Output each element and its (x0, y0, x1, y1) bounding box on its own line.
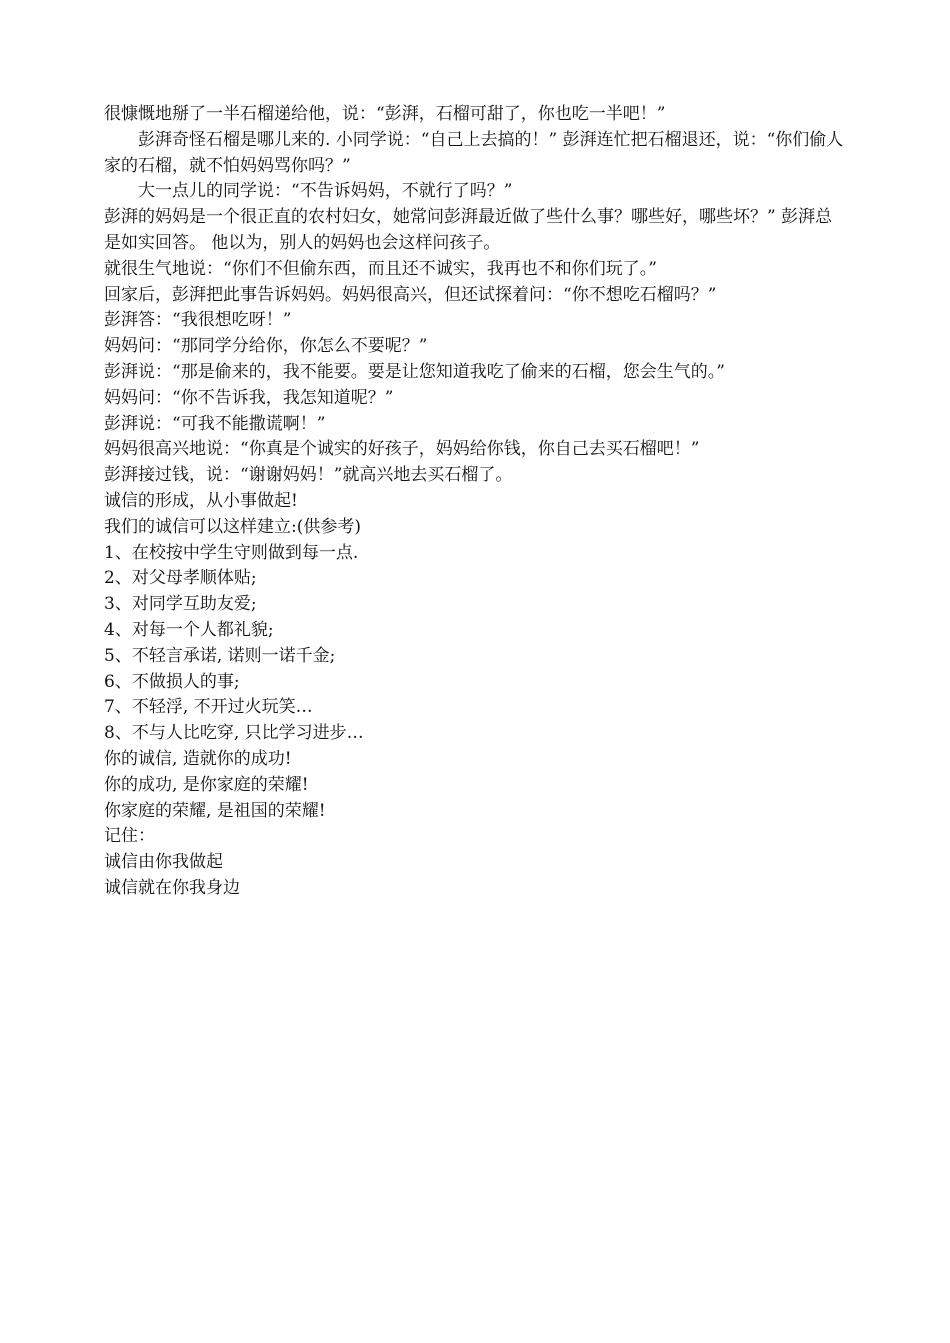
paragraph: 彭湃说：“那是偷来的，我不能要。要是让您知道我吃了偷来的石榴，您会生气的。” (104, 361, 725, 382)
paragraph: 你的诚信, 造就你的成功! (104, 748, 292, 769)
paragraph: 诚信的形成，从小事做起! (104, 490, 298, 511)
paragraph: 8、不与人比吃穿, 只比学习进步… (104, 723, 364, 744)
paragraph: 诚信由你我做起 (104, 852, 223, 873)
paragraph: 很慷慨地掰了一半石榴递给他，说：“彭湃，石榴可甜了，你也吃一半吧！” (104, 104, 666, 124)
paragraph: 1、在校按中学生守则做到每一点. (104, 542, 359, 563)
paragraph: 6、不做损人的事; (104, 671, 240, 692)
paragraph: 你家庭的荣耀, 是祖国的荣耀! (104, 800, 326, 821)
paragraph: 2、对父母孝顺体贴; (104, 568, 257, 589)
paragraph: 彭湃接过钱，说：“谢谢妈妈！”就高兴地去买石榴了。 (104, 465, 513, 486)
paragraph: 妈妈问：“那同学分给你，你怎么不要呢？” (104, 336, 428, 357)
paragraph: 彭湃说：“可我不能撒谎啊！” (104, 413, 326, 434)
paragraph: 回家后，彭湃把此事告诉妈妈。妈妈很高兴，但还试探着问：“你不想吃石榴吗？” (104, 284, 717, 305)
paragraph: 5、不轻言承诺, 诺则一诺千金; (104, 645, 336, 666)
paragraph: 诚信就在你我身边 (104, 877, 240, 898)
paragraph: 4、对每一个人都礼貌; (104, 619, 274, 640)
paragraph: 7、不轻浮, 不开过火玩笑… (104, 697, 313, 718)
paragraph: 你的成功, 是你家庭的荣耀! (104, 774, 309, 795)
paragraph: 3、对同学互助友爱; (104, 594, 257, 615)
paragraph: 就很生气地说：“你们不但偷东西，而且还不诚实，我再也不和你们玩了。” (104, 258, 657, 279)
paragraph: 彭湃答：“我很想吃呀！” (104, 310, 292, 331)
paragraph: 妈妈问：“你不告诉我，我怎知道呢？” (104, 387, 394, 408)
paragraph: 我们的诚信可以这样建立:(供参考) (104, 516, 361, 537)
paragraph: 记住： (104, 826, 155, 847)
paragraph: 大一点儿的同学说：“不告诉妈妈，不就行了吗？” (138, 181, 513, 202)
paragraph: 彭湃的妈妈是一个很正直的农村妇女，她常问彭湃最近做了些什么事？哪些好，哪些坏？” 彭湃总是如实回答。 他以为，别人的妈妈也会这样问孩子。 (104, 207, 833, 253)
paragraph: 妈妈很高兴地说：“你真是个诚实的好孩子，妈妈给你钱，你自己去买石榴吧！” (104, 439, 700, 460)
paragraph: 彭湃奇怪石榴是哪儿来的. 小同学说：“自己上去搞的！” 彭湃连忙把石榴退还，说：“你们偷人家的石榴，就不怕妈妈骂你吗？” (104, 129, 844, 176)
document-body (104, 102, 849, 902)
